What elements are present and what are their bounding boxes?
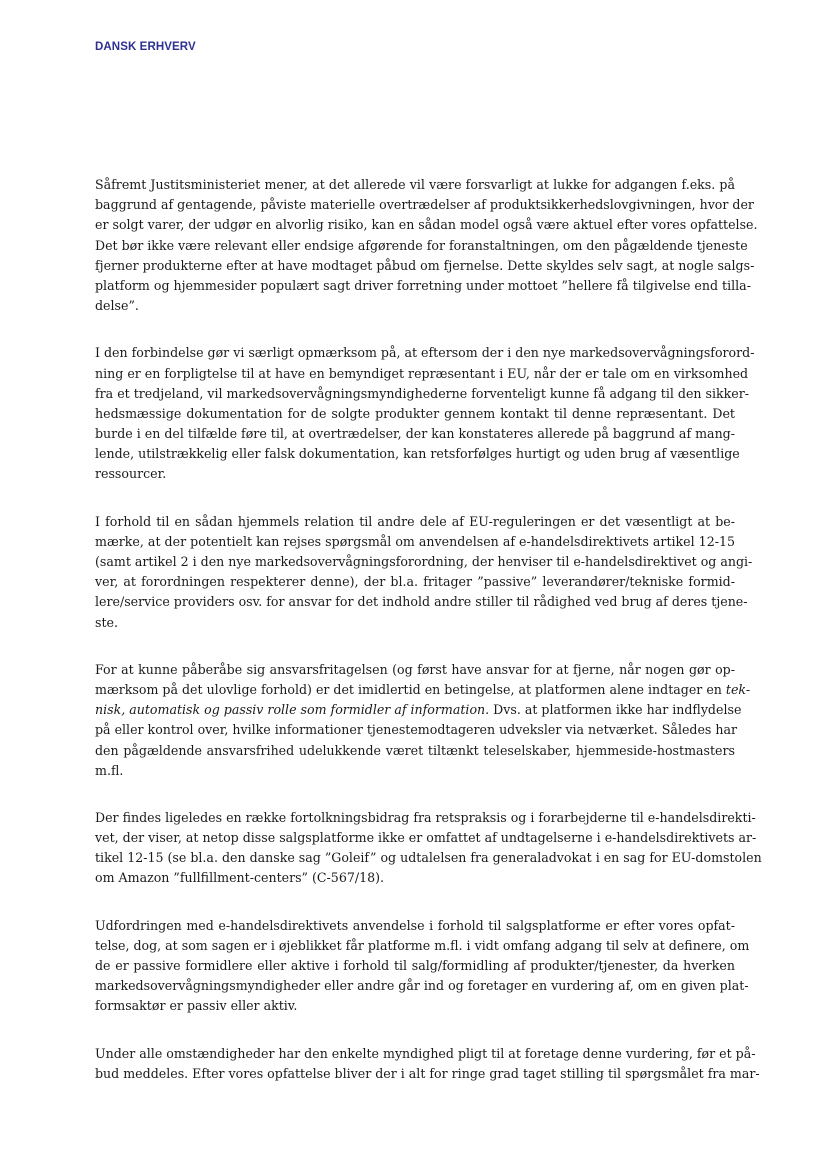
italic-segment: tek- (725, 681, 751, 697)
text-line: mærke, at der potentielt kan rejses spørgsmål om anvendelsen af e-handelsdirektivets artikel 12-15 (95, 533, 735, 549)
text-line: om Amazon ”fullfillment-centers” (C-567/18). (95, 870, 385, 886)
text-line: ver, at forordningen respekterer denne), der bl.a. fritager ”passive” leverandører/tekniske formid- (95, 574, 735, 590)
text-segment: mærksom på det ulovlige forhold) er det imidlertid en betingelse, at platformen alene indtager en (95, 681, 726, 697)
text-line: delse”. (95, 298, 139, 314)
text-line: I den forbindelse gør vi særligt opmærksom på, at eftersom der i den nye markedsovervågningsforord- (95, 345, 755, 361)
text-line: ning er en forpligtelse til at have en bemyndiget repræsentant i EU, når der er tale om en virksomhed (95, 365, 749, 381)
text-line: (samt artikel 2 i den nye markedsovervågningsforordning, der henviser til e-handelsdirektivet og angi- (95, 554, 753, 569)
text-line: burde i en del tilfælde føre til, at overtrædelser, der kan konstateres allerede på baggrund af mang- (95, 426, 735, 442)
paragraph (95, 808, 762, 889)
text-line: Under alle omstændigheder har den enkelte myndighed pligt til at foretage denne vurdering, før et på- (95, 1045, 756, 1061)
italic-segment: nisk, automatisk og passiv rolle som formidler af information (95, 702, 486, 718)
text-line: formsaktør er passiv eller aktiv. (95, 998, 298, 1014)
text-line: Der findes ligeledes en række fortolkningsbidrag fra retspraksis og i forarbejderne til e-handelsdirekti- (95, 809, 756, 825)
text-line: fra et tredjeland, vil markedsovervågningsmyndighederne forventeligt kunne få adgang til den sikker- (95, 385, 750, 401)
text-line: I forhold til en sådan hjemmels relation til andre dele af EU-reguleringen er det væsentligt at be- (95, 513, 735, 529)
text-line: telse, dog, at som sagen er i øjeblikket får platforme m.fl. i vidt omfang adgang til selv at definere, om (95, 937, 750, 953)
letterhead-org-name: DANSK ERHVERV (95, 41, 196, 53)
text-line: tikel 12-15 (se bl.a. den danske sag ”Goleif” og udtalelsen fra generaladvokat i en sag for EU-domstolen (95, 850, 762, 866)
text-line: baggrund af gentagende, påviste materielle overtrædelser af produktsikkerhedslovgivningen, hvor der (95, 197, 754, 213)
text-line: lende, utilstrækkelig eller falsk dokumentation, kan retsforfølges hurtigt og uden brug af væsentlige (95, 446, 740, 462)
text-line: vet, der viser, at netop disse salgsplatforme ikke er omfattet af undtagelserne i e-handelsdirektivets ar- (95, 830, 757, 846)
text-line: lere/service providers osv. for ansvar for det indhold andre stiller til rådighed ved brug af deres tjene- (95, 594, 748, 610)
text-line: platform og hjemmesider populært sagt driver forretning under mottoet ”hellere få tilgivelse end tilla- (95, 277, 751, 293)
text-line: ste. (95, 614, 118, 630)
text-line: For at kunne påberåbe sig ansvarsfritagelsen (og først have ansvar for at fjerne, når nogen gør op- (95, 661, 735, 677)
paragraph (95, 660, 751, 781)
text-line: Udfordringen med e-handelsdirektivets anvendelse i forhold til salgsplatforme er efter vores opfat- (95, 917, 735, 933)
text-line: bud meddeles. Efter vores opfattelse bliver der i alt for ringe grad taget stilling til spørgsmålet fra mar- (95, 1065, 760, 1081)
paragraph (95, 343, 755, 484)
text-segment: . Dvs. at platformen ikke har indflydelse (485, 702, 742, 718)
text-line: Det bør ikke være relevant eller endsige afgørende for foranstaltningen, om den pågældende tjeneste (95, 237, 748, 253)
paragraph (95, 916, 750, 1017)
text-line: er solgt varer, der udgør en alvorlig risiko, kan en sådan model også være aktuel efter vores opfattelse. (95, 217, 758, 233)
text-line (95, 680, 751, 700)
text-line: hedsmæssige dokumentation for de solgte produkter gennem kontakt til denne repræsentant. Det (95, 405, 735, 421)
paragraph (95, 512, 753, 633)
text-line: på eller kontrol over, hvilke informationer tjenestemodtageren udveksler via netværket. Således har (95, 722, 738, 738)
text-line: m.fl. (95, 762, 124, 778)
text-line: ressourcer. (95, 466, 167, 482)
text-line: fjerner produkterne efter at have modtaget påbud om fjernelse. Dette skyldes selv sagt, at nogle salgs- (95, 257, 755, 273)
text-line: den pågældende ansvarsfrihed udelukkende været tiltænkt teleselskaber, hjemmeside-hostmasters (95, 742, 735, 758)
text-line (95, 700, 742, 720)
paragraph (95, 1044, 760, 1084)
letter-body (95, 175, 762, 1111)
text-line: Såfremt Justitsministeriet mener, at det allerede vil være forsvarligt at lukke for adgangen f.eks. på (95, 177, 735, 192)
text-line: de er passive formidlere eller aktive i forhold til salg/formidling af produkter/tjenester, da hverken (95, 958, 735, 973)
paragraph (95, 175, 758, 316)
text-line: markedsovervågningsmyndigheder eller andre går ind og foretager en vurdering af, om en given plat- (95, 978, 749, 994)
